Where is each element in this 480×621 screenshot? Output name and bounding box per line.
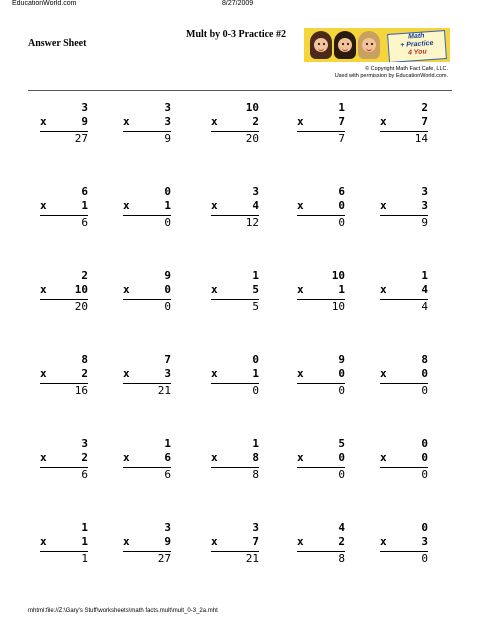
answer: 7 bbox=[297, 131, 345, 146]
problem bbox=[123, 185, 171, 230]
multiply-sign: x bbox=[123, 367, 130, 380]
multiplier: 0 bbox=[421, 451, 428, 464]
multiplier: 1 bbox=[252, 367, 259, 380]
site-name: EducationWorld.com bbox=[12, 0, 77, 7]
multiplicand: 1 bbox=[252, 269, 259, 282]
multiplier-row bbox=[297, 367, 345, 381]
page-title: Mult by 0-3 Practice #2 bbox=[186, 29, 286, 40]
multiply-sign: x bbox=[40, 283, 47, 296]
answer: 5 bbox=[211, 299, 259, 314]
multiplier-row bbox=[297, 283, 345, 297]
multiplier: 4 bbox=[421, 283, 428, 296]
multiply-sign: x bbox=[380, 367, 387, 380]
answer: 9 bbox=[123, 131, 171, 146]
child-face-icon bbox=[310, 31, 332, 59]
logo-text-4you: 4 You bbox=[407, 48, 427, 57]
multiply-sign: x bbox=[380, 115, 387, 128]
multiplier: 8 bbox=[252, 451, 259, 464]
problem bbox=[297, 521, 345, 566]
multiply-sign: x bbox=[297, 199, 304, 212]
multiplier-row bbox=[211, 199, 259, 213]
problem bbox=[297, 101, 345, 146]
permission-line: Used with permission by EducationWorld.com. bbox=[334, 73, 448, 79]
answer: 8 bbox=[297, 551, 345, 566]
multiplier: 7 bbox=[252, 535, 259, 548]
multiply-sign: x bbox=[380, 199, 387, 212]
multiplier: 7 bbox=[421, 115, 428, 128]
multiplicand: 4 bbox=[338, 521, 345, 534]
answer: 12 bbox=[211, 215, 259, 230]
multiplier: 9 bbox=[164, 535, 171, 548]
multiplier: 7 bbox=[338, 115, 345, 128]
answer: 0 bbox=[123, 215, 171, 230]
problem bbox=[297, 185, 345, 230]
answer: 0 bbox=[380, 551, 428, 566]
answer: 0 bbox=[380, 383, 428, 398]
multiplier-row bbox=[40, 283, 88, 297]
print-date: 8/27/2009 bbox=[222, 0, 254, 7]
multiplicand: 1 bbox=[338, 101, 345, 114]
multiplier: 0 bbox=[338, 367, 345, 380]
problem bbox=[40, 437, 88, 482]
answer: 20 bbox=[40, 299, 88, 314]
multiply-sign: x bbox=[40, 367, 47, 380]
multiplier-row bbox=[380, 535, 428, 549]
multiplier-row bbox=[211, 367, 259, 381]
multiply-sign: x bbox=[40, 451, 47, 464]
multiplicand: 3 bbox=[81, 101, 88, 114]
multiplier-row bbox=[123, 367, 171, 381]
multiplier: 0 bbox=[338, 451, 345, 464]
answer: 16 bbox=[40, 383, 88, 398]
multiplicand: 9 bbox=[338, 353, 345, 366]
multiplicand: 3 bbox=[164, 101, 171, 114]
multiply-sign: x bbox=[123, 535, 130, 548]
multiplicand: 5 bbox=[338, 437, 345, 450]
multiplicand: 1 bbox=[81, 521, 88, 534]
answer: 10 bbox=[297, 299, 345, 314]
problem bbox=[211, 101, 259, 146]
multiplier: 2 bbox=[338, 535, 345, 548]
multiply-sign: x bbox=[297, 115, 304, 128]
problem bbox=[40, 185, 88, 230]
problem bbox=[40, 269, 88, 314]
multiplicand: 0 bbox=[421, 521, 428, 534]
multiply-sign: x bbox=[380, 535, 387, 548]
multiply-sign: x bbox=[380, 451, 387, 464]
multiplier-row bbox=[211, 451, 259, 465]
multiply-sign: x bbox=[123, 451, 130, 464]
logo-text-practice: + Practice bbox=[400, 39, 434, 50]
answer-sheet-label: Answer Sheet bbox=[28, 38, 87, 49]
multiplier: 9 bbox=[81, 115, 88, 128]
multiplicand: 1 bbox=[421, 269, 428, 282]
multiplier-row bbox=[297, 451, 345, 465]
multiplicand: 1 bbox=[252, 437, 259, 450]
multiplier: 5 bbox=[252, 283, 259, 296]
multiply-sign: x bbox=[40, 535, 47, 548]
problem bbox=[40, 521, 88, 566]
multiplier: 1 bbox=[164, 199, 171, 212]
multiply-sign: x bbox=[40, 115, 47, 128]
answer: 21 bbox=[123, 383, 171, 398]
multiplier: 2 bbox=[81, 367, 88, 380]
multiplier: 0 bbox=[421, 367, 428, 380]
multiplicand: 3 bbox=[164, 521, 171, 534]
problem bbox=[380, 185, 428, 230]
problem bbox=[123, 437, 171, 482]
problem bbox=[297, 269, 345, 314]
multiplier-row bbox=[380, 367, 428, 381]
multiplier-row bbox=[297, 115, 345, 129]
problem bbox=[380, 521, 428, 566]
problem bbox=[297, 437, 345, 482]
problem bbox=[40, 101, 88, 146]
answer: 1 bbox=[40, 551, 88, 566]
multiplier-row bbox=[380, 283, 428, 297]
multiply-sign: x bbox=[297, 367, 304, 380]
multiplicand: 3 bbox=[81, 437, 88, 450]
multiply-sign: x bbox=[211, 451, 218, 464]
multiplicand: 3 bbox=[252, 185, 259, 198]
multiplier: 3 bbox=[164, 367, 171, 380]
multiply-sign: x bbox=[123, 283, 130, 296]
multiplicand: 0 bbox=[164, 185, 171, 198]
multiplicand: 10 bbox=[245, 101, 259, 114]
answer: 0 bbox=[211, 383, 259, 398]
answer: 21 bbox=[211, 551, 259, 566]
multiplicand: 10 bbox=[331, 269, 345, 282]
multiplicand: 9 bbox=[164, 269, 171, 282]
multiplier: 3 bbox=[164, 115, 171, 128]
copyright-line: © Copyright Math Fact Cafe, LLC. bbox=[365, 66, 448, 72]
multiply-sign: x bbox=[297, 283, 304, 296]
problem bbox=[380, 269, 428, 314]
problem bbox=[123, 269, 171, 314]
problem bbox=[40, 353, 88, 398]
multiplier-row bbox=[123, 199, 171, 213]
answer: 20 bbox=[211, 131, 259, 146]
math-practice-logo bbox=[304, 28, 450, 62]
multiplicand: 0 bbox=[421, 437, 428, 450]
multiply-sign: x bbox=[211, 367, 218, 380]
multiplicand: 8 bbox=[421, 353, 428, 366]
answer: 0 bbox=[380, 467, 428, 482]
multiplier: 1 bbox=[338, 283, 345, 296]
answer: 6 bbox=[40, 467, 88, 482]
answer: 0 bbox=[297, 215, 345, 230]
multiplier: 3 bbox=[421, 199, 428, 212]
multiplicand: 6 bbox=[81, 185, 88, 198]
multiplier-row bbox=[123, 451, 171, 465]
multiplier: 1 bbox=[81, 199, 88, 212]
multiplier-row bbox=[380, 451, 428, 465]
multiplicand: 6 bbox=[338, 185, 345, 198]
multiplier: 10 bbox=[74, 283, 88, 296]
multiplier: 1 bbox=[81, 535, 88, 548]
answer: 9 bbox=[380, 215, 428, 230]
problem bbox=[297, 353, 345, 398]
answer: 8 bbox=[211, 467, 259, 482]
multiply-sign: x bbox=[211, 115, 218, 128]
problem bbox=[211, 521, 259, 566]
multiplicand: 2 bbox=[421, 101, 428, 114]
multiply-sign: x bbox=[123, 115, 130, 128]
multiplicand: 7 bbox=[164, 353, 171, 366]
multiplier: 0 bbox=[164, 283, 171, 296]
multiplier: 2 bbox=[252, 115, 259, 128]
multiplier-row bbox=[40, 115, 88, 129]
answer: 6 bbox=[40, 215, 88, 230]
child-face-icon bbox=[358, 31, 380, 59]
multiplicand: 8 bbox=[81, 353, 88, 366]
multiplicand: 3 bbox=[252, 521, 259, 534]
multiplier-row bbox=[211, 535, 259, 549]
answer: 0 bbox=[123, 299, 171, 314]
multiplier-row bbox=[123, 535, 171, 549]
multiplier: 2 bbox=[81, 451, 88, 464]
multiply-sign: x bbox=[297, 535, 304, 548]
problem bbox=[211, 437, 259, 482]
multiplier-row bbox=[40, 535, 88, 549]
answer: 4 bbox=[380, 299, 428, 314]
multiplier-row bbox=[211, 115, 259, 129]
multiplier: 0 bbox=[338, 199, 345, 212]
multiply-sign: x bbox=[211, 283, 218, 296]
multiplicand: 3 bbox=[421, 185, 428, 198]
answer: 0 bbox=[297, 383, 345, 398]
multiplicand: 0 bbox=[252, 353, 259, 366]
multiplier: 3 bbox=[421, 535, 428, 548]
multiplier-row bbox=[123, 115, 171, 129]
child-face-icon bbox=[334, 31, 356, 59]
answer: 27 bbox=[123, 551, 171, 566]
problem bbox=[211, 185, 259, 230]
header-divider bbox=[28, 90, 452, 91]
multiplier-row bbox=[380, 115, 428, 129]
multiplicand: 1 bbox=[164, 437, 171, 450]
multiplier-row bbox=[297, 199, 345, 213]
multiplier: 6 bbox=[164, 451, 171, 464]
multiply-sign: x bbox=[123, 199, 130, 212]
multiplier-row bbox=[211, 283, 259, 297]
answer: 0 bbox=[297, 467, 345, 482]
multiply-sign: x bbox=[380, 283, 387, 296]
logo-text-math: Math bbox=[407, 32, 425, 41]
problem bbox=[211, 269, 259, 314]
multiplier-row bbox=[297, 535, 345, 549]
problem bbox=[123, 101, 171, 146]
multiply-sign: x bbox=[40, 199, 47, 212]
multiply-sign: x bbox=[211, 535, 218, 548]
problem bbox=[380, 437, 428, 482]
problem bbox=[123, 353, 171, 398]
multiplier-row bbox=[40, 367, 88, 381]
logo-card bbox=[387, 30, 447, 62]
problem bbox=[380, 353, 428, 398]
problem bbox=[123, 521, 171, 566]
answer: 27 bbox=[40, 131, 88, 146]
problem bbox=[211, 353, 259, 398]
multiply-sign: x bbox=[211, 199, 218, 212]
answer: 6 bbox=[123, 467, 171, 482]
multiplier-row bbox=[40, 199, 88, 213]
problem bbox=[380, 101, 428, 146]
multiply-sign: x bbox=[297, 451, 304, 464]
multiplier-row bbox=[40, 451, 88, 465]
multiplier: 4 bbox=[252, 199, 259, 212]
multiplier-row bbox=[380, 199, 428, 213]
multiplier-row bbox=[123, 283, 171, 297]
answer: 14 bbox=[380, 131, 428, 146]
footer-file-path: mhtml:file://Z:\Gary's Stuff\worksheets\math facts.mult\mult_0-3_2a.mht bbox=[28, 608, 218, 614]
multiplicand: 2 bbox=[81, 269, 88, 282]
